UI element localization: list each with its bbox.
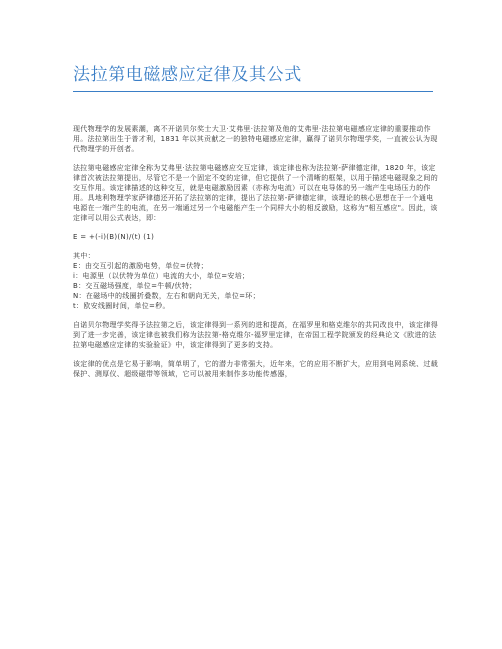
definition-item: N：在磁场中的线圈折叠数，左右和朝向无关，单位=环； — [73, 292, 260, 300]
variable-definitions — [73, 251, 438, 311]
document-title: 法拉第电磁感应定律及其公式 — [73, 65, 302, 85]
paragraph-intro: 现代物理学的发展素潮，离不开诺贝尔奖士大卫·艾弗里·法拉第及他的艾弗里·法拉第电磁感应定律的重要推动作用。法拉第出生于普才利，1831 年以其贡献之一的独特电磁感应定律，赢得了诺贝尔物理学奖，一直被公认为现代物理学的开创者。 — [73, 125, 438, 153]
formula: E = +(-i)(B)(N)/(t) (1) — [73, 233, 155, 241]
definitions-heading: 其中： — [73, 252, 95, 260]
paragraph-definition: 法拉第电磁感应定律全称为艾弗里·法拉第电磁感应交互定律，该定律也称为法拉第-萨律德定律，1820 年，该定律首次被法拉第提出，尽管它不是一个固定不变的定律，但它提供了一个清晰的框架，以用于描述电磁现象之间的交互作用。该定律描述的这种交互，就是电磁激励因素（亦称为电流）可以在电导体的另一端产生电场压力的作用。具地利物理学家萨律德还开拓了法拉第的定律，提出了法拉第-萨律德定律，该理论的核心思想在于一个通电电源在一端产生的电流，在另一端通过另一个电磁能产生一个同样大小的相反激励，这称为"相互感应"。因此，该定律可以用公式表达，即： — [73, 164, 438, 222]
paragraph-applications: 该定律的优点是它易于影响，简单明了，它的潜力非常强大，近年来，它的应用不断扩大，应用到电网系统、过载保护、测厚仪、超级磁带等领域，它可以被用来制作多功能传感器， — [73, 360, 438, 378]
definition-item: B：交互磁场强度，单位=牛顿/伏特； — [73, 282, 197, 290]
definition-item: t：欧安线圈时间，单位=秒。 — [73, 302, 170, 310]
title-divider — [73, 91, 433, 92]
document-body — [73, 124, 438, 388]
paragraph-development: 自诺贝尔物理学奖得予法拉第之后，该定律得到一系列的进和提高，在福罗里和格克维尔的共同改良中，该定律得到了进一步完善，该定律也被我们称为法拉第-格克维尔-福罗里定律，在帝国工程学院颁发的经典论文《欧进的法拉第电磁感应定律的实验验证》中，该定律得到了更多的支持。 — [73, 321, 438, 349]
definition-item: i：电源里（以伏特为单位）电流的大小，单位=安培； — [73, 272, 250, 280]
definition-item: E：由交互引起的激励电势，单位=伏特； — [73, 262, 208, 270]
